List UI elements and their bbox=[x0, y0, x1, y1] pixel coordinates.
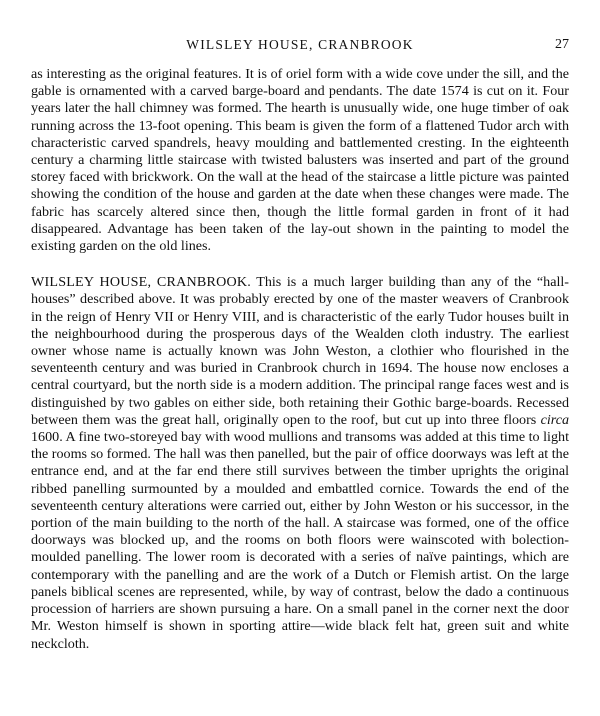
paragraph-wilsley-house bbox=[31, 274, 569, 652]
paragraph-text-part-1: This is a much larger building than any of the “hall-houses” described above. It was probably erected by one of the master weavers of Cranbrook in the reign of Henry VII or Henry VIII, and is characteristic of the early Tudor houses built in the neighbourhood during the prosperous days of the Wealden cloth industry. The earliest owner whose name is actually known was John Weston, a clothier who flourished in the seventeenth century and was buried in Cranbrook church in 1694. The house now encloses a central courtyard, but the north side is a modern addition. The principal range faces west and is distinguished by two gables on either side, both retaining their Gothic barge-boards. Recessed between them was the great hall, originally open to the roof, but cut up into three floors bbox=[31, 274, 569, 428]
page-number: 27 bbox=[555, 37, 569, 52]
section-lead-in: WILSLEY HOUSE, CRANBROOK. bbox=[31, 274, 251, 291]
running-title: WILSLEY HOUSE, CRANBROOK bbox=[186, 37, 414, 52]
paragraph-continuation bbox=[31, 66, 569, 255]
paragraph-text-part-2: 1600. A fine two-storeyed bay with wood mullions and transoms was added at this time to light the rooms so formed. The hall was then panelled, but the pair of office doorways was left at the entrance end, and at the far end there still survives between the timber uprights the original ribbed panelling surmounted by a moulded and embattled cornice. Towards the end of the seventeenth century alterations were carried out, either by John Weston or his successor, in the portion of the main building to the north of the hall. A staircase was formed, one of the office doorways was blocked up, and the rooms on both floors were wainscoted with bolection-moulded panelling. The lower room is decorated with a series of naïve paintings, which are contemporary with the panelling and are the work of a Dutch or Flemish artist. On the large panels biblical scenes are represented, while, by way of contrast, below the dado a continuous procession of harriers are shown pursuing a hare. On a small panel in the corner next the door Mr. Weston himself is shown in sporting attire—wide black felt hat, green suit and white neckcloth. bbox=[31, 429, 569, 652]
italic-term: circa bbox=[540, 411, 569, 428]
book-page bbox=[31, 34, 569, 653]
page-header bbox=[31, 34, 569, 54]
paragraph-text: as interesting as the original features. It is of oriel form with a wide cove under the sill, and the gable is ornamented with a carved barge-board and pendants. The date 1574 is cut on it. Four years later the hall chimney was formed. The hearth is unusually wide, one huge timber of oak running across the 13-foot opening. This beam is given the form of a flattened Tudor arch with characteristic carved spandrels, heavy moulding and battlemented cresting. In the eighteenth century a charming little staircase with twisted balusters was inserted and part of the ground storey faced with brickwork. On the wall at the head of the staircase a little picture was painted showing the condition of the house and garden at the date when these changes were made. The fabric has scarcely altered since then, though the little formal garden in front of it had disappeared. Advantage has been taken of the lay-out shown in the painting to model the existing garden on the old lines. bbox=[31, 66, 569, 255]
